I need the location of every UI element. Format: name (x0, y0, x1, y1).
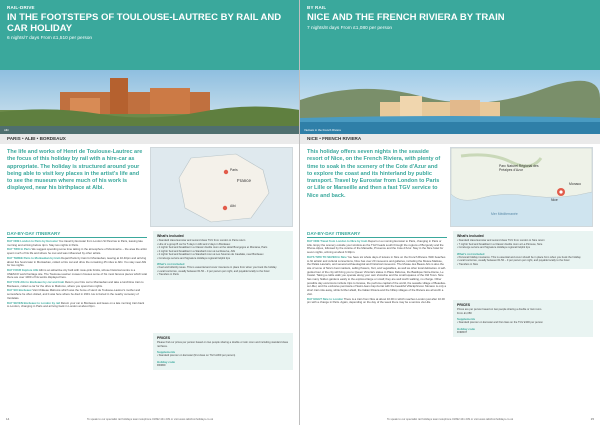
itinerary-day: DAY FIVE Albi to Bordeaux by car and train Return your hire car to Montauban and take a lunchtime train to Bordeaux, collect a car for the drive to Malromé, where you spend two nights. (7, 280, 144, 288)
right-map (450, 147, 593, 227)
itinerary-day: DAY SIX Bordeaux Visit Château Malromé which was the home of Henri de Toulouse-Lautrec's mother and somewhere he often visited, and it was here where he died in 1901. He is buried in the nearby cemetery of Verdelais. (7, 288, 141, 300)
right-footer: To speak to our specialist rail holidays team telephone 01992 441 239 or visit www.railsfromholidays.co.uk (386, 418, 514, 421)
itinerary-day: DAY TWO In Paris We suggest spending some time taking in the atmosphere of Montmartre – the area the artist spent much of his life and where he met and was influenced by other artists. (7, 247, 147, 256)
map-city2-label: Albi (230, 204, 236, 208)
left-itinerary-heading: DAY-BY-DAY ITINERARY (7, 231, 147, 238)
left-footer: To speak to our specialist rail holidays team telephone 01992 441 239 or visit www.railsfromholidays.co.uk (86, 418, 214, 421)
map-park-label: Parc Naturel Régional des Préalpes d'Azur (499, 164, 539, 172)
right-included-box: What's included • Standard class Eurostar and second class TGV from London to Nice return • 7 nights' bed and breakfast in a Classic double room at La Pérouse, Nice • Concierge service and Signature Holidays regional helpful tips What's not included • Personal holiday insurance. This is essential and cover should be in place from when you book the holiday • Local tourist tax, usually between €1.50 – 3 per person per night, and payable locally to the hotel • Transfers in Nice (453, 231, 593, 269)
map-sea-label: Mer Méditerranée (491, 212, 518, 216)
left-itinerary (7, 240, 147, 310)
left-hero-image (0, 70, 300, 134)
paris-marker-icon (224, 170, 228, 174)
right-title: NICE AND THE FRENCH RIVIERA BY TRAIN (307, 12, 505, 23)
left-page-number: 14 (6, 417, 10, 421)
left-hero-caption: Albi (4, 128, 9, 132)
map-nice-label: Nice (551, 198, 558, 202)
right-subtitle: 7 nights/8 days From £1,080 per person (307, 25, 393, 31)
right-page (300, 0, 600, 425)
itinerary-day: DAY FOUR Explore Albi Albi is an attractive city built with rosie-pink bricks, whose historical centre is a UNESCO world heritage site. The Toulouse-Lautrec museum houses some of his most famous pieces which total there are over 1000 of his works displayed here. (7, 267, 147, 280)
itinerary-day: DAYS TWO TO SEVEN In Nice You have six whole days of leisure in Nice on the French Riviera. With beaches to hit artistic and cultural connections, Nice has over 20 museums and galleries, including the Musée Matisse, the Palais Lascaris, and several archaeological and historical museums. The Musée des Beaux Arts is also the site of some of Nice's best markets, selling flowers, fruit, and vegetables, as well as other local delicacies. A self-guided tour of the city will bring you to Queen Victoria's statue in Place Défense, the Basilique Notre-Dame, Le Castel. Taking a cable walk you operate along your own shoreline and the small squares of the Old Town. Nice has many hidden gardens easily to the explored large or small; they are well worth walking, no charge. Other possible day excursions include trips to Grasse, the perfume capital of the world, the seaside village of Beaulieu-sur-Mer, and the exclusive peninsula of Saint-Jean-Cap-Ferrat with the beautiful Villa Ephrussi. Monaco is only a short train ride away, while further afield, the Italian Riviera and the hilltop villages of the Riviera are all worth a visit. (307, 254, 447, 296)
map-country-label: France (237, 178, 252, 183)
itinerary-day: DAY THREE Paris to Montauban by train Depart Paris by train for Montauban, leaving at 10.40pm and arriving about five hours later in Montauban, collect a hire car and drive the remaining 45 miles to Albi. You stay near Albi for two nights. (7, 255, 147, 268)
itinerary-day: DAY ONE London to Paris by Eurostar You travel by Eurostar from London St Pancras to Paris, leaving late morning and arriving before 4pm. Stay two nights in Paris. (7, 239, 143, 247)
left-prices-box: PRICES Please find our prices per person based on two people sharing a double or twin room and including standard class rail fares. Supplements • Standard premier on Eurostar (first class on TGV £300 per person) Holiday code RDR09 (153, 333, 293, 370)
right-hero-caption: Vietnam in the French Riviera (304, 128, 341, 132)
right-tag: BY RAIL (307, 5, 327, 10)
right-page-number: 15 (590, 417, 594, 421)
itinerary-day: DAY ONE Travel from London to Nice by train Depart on a morning Eurostar to Paris, changing in Paris or Lille. Enjoy the scenery outside your window as the TGV heads south through the regions of Burgundy and the Rhone-Alpes, followed by the cuisine of the Marseille, Provence and the Cote d'Azur. Stay in the Nice hotel for seven nights, arriving at about 6.30pm. (307, 239, 444, 255)
right-prices-box: PRICES Prices are per person based on two people sharing a double or twin room. From £1,080 Supplements • Standard premier on Eurostar and first class on the TGV £300 per person Holiday code FNRR07 (453, 300, 593, 337)
left-tag: RAIL-DRIVE (7, 5, 35, 10)
left-title: IN THE FOOTSTEPS OF TOULOUSE-LAUTREC BY RAIL AND CAR HOLIDAY (7, 12, 282, 34)
map-monaco-label: Monaco (569, 182, 582, 186)
left-header-band (0, 0, 300, 70)
right-intro: This holiday offers seven nights in the seaside resort of Nice, on the French Riviera, with plenty of time to soak in the scenery of the Cote d'Azur and to explore the coast and its hinterland by public transport. Travel by Eurostar from London to Paris or Lille or Marseille and then a fast TGV service to Nice and back. (307, 149, 441, 199)
itinerary-day: DAY SEVEN Bordeaux to London by rail Return your car to Bordeaux and leave on a late morning train back to London, changing in Paris and arriving back in London at about 6pm. (7, 300, 145, 309)
right-header-band (300, 0, 600, 70)
left-included-box: What's included • Standard class Eurostar and second class TGV from London to Paris return • Hire of a group B car for 5 days in Albi and 2 days in Bordeaux • 2 nights' bed and breakfast in a Classic double room at the Hotel Bourgogne et Montana, Paris • 2 nights' bed and breakfast in a Standard room at La Reserve, Albi • 2 nights' bed and breakfast in a Standard room at Les Sources de Caudalie, near Bordeaux • Concierge service and Signature Holidays regional helpful tips What's not included • Fuel and tolls/city taxes. This is essential and cover insurance in place from when you book the holiday • Local tourist tax, usually between €1.50 – 3 per person per night, and payable locally to the hotel • Transfers in Paris (153, 231, 293, 280)
left-map (150, 147, 293, 227)
right-region-strip: NICE • FRENCH RIVIERA (300, 134, 600, 144)
left-intro: The life and works of Henri de Toulouse-Lautrec are the focus of this holiday by rail with a hire-car as appropriate. The holiday is structured around your being able to visit key places in the artist's life and to see the museum where much of his work is displayed, near his birthplace at Albi. (7, 149, 143, 192)
left-subtitle: 6 nights/7 days From £1,510 per person (7, 36, 93, 41)
map-city1-label: Paris (230, 168, 238, 172)
right-itinerary-heading: DAY-BY-DAY ITINERARY (307, 231, 447, 238)
right-itinerary (307, 240, 447, 306)
itinerary-day: DAY EIGHT Nice to London There is a train from Nice at about 10.00 in which reaches London just after 10.00 pm with a change in Paris. Again, depending on the day of the week there may be a service via Lille. (307, 296, 445, 305)
left-region-strip: PARIS • ALBI • BORDEAUX (0, 134, 300, 144)
albi-marker-icon (223, 206, 227, 210)
right-hero-image (300, 70, 600, 134)
